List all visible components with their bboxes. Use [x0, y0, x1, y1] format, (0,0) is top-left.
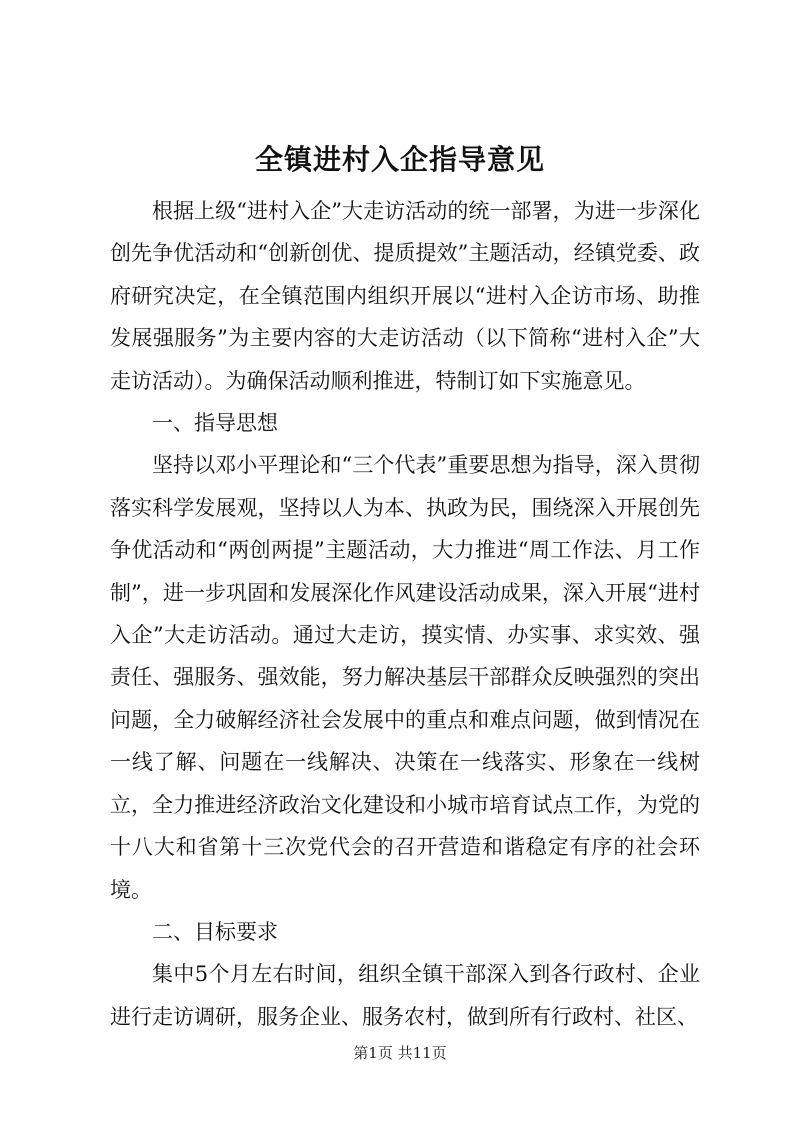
guiding-ideology-paragraph: 坚持以邓小平理论和“三个代表”重要思想为指导，深入贯彻落实科学发展观，坚持以人为本、执政为民，围绕深入开展创先争优活动和“两创两提”主题活动，大力推进“周工作法、月工作制”，进一步巩固和发展深化作风建设活动成果，深入开展“进村入企”大走访活动。通过大走访，摸实情、办实事、求实效、强责任、强服务、强效能，努力解决基层干部群众反映强烈的突出问题，全力破解经济社会发展中的重点和难点问题，做到情况在一线了解、问题在一线解决、决策在一线落实、形象在一线树立，全力推进经济政治文化建设和小城市培育试点工作，为党的十八大和省第十三次党代会的召开营造和谐稳定有序的社会环境。 [110, 453, 700, 902]
document-body [110, 190, 700, 1038]
goals-paragraph: 集中5个月左右时间，组织全镇干部深入到各行政村、企业进行走访调研，服务企业、服务农村，做到所有行政村、社区、 [110, 962, 700, 1029]
document-title: 全镇进村入企指导意见 [254, 143, 545, 176]
section-heading-goals: 二、目标要求 [152, 919, 278, 944]
section-heading-guiding-ideology: 一、指导思想 [152, 411, 278, 436]
intro-paragraph: 根据上级“进村入企”大走访活动的统一部署，为进一步深化创先争优活动和“创新创优、提质提效”主题活动，经镇党委、政府研究决定，在全镇范围内组织开展以“进村入企访市场、助推发展强服务”为主要内容的大走访活动（以下简称“进村入企”大走访活动）。为确保活动顺利推进，特制订如下实施意见。 [110, 199, 700, 393]
page-number-footer: 第1页 共11页 [353, 1044, 447, 1062]
